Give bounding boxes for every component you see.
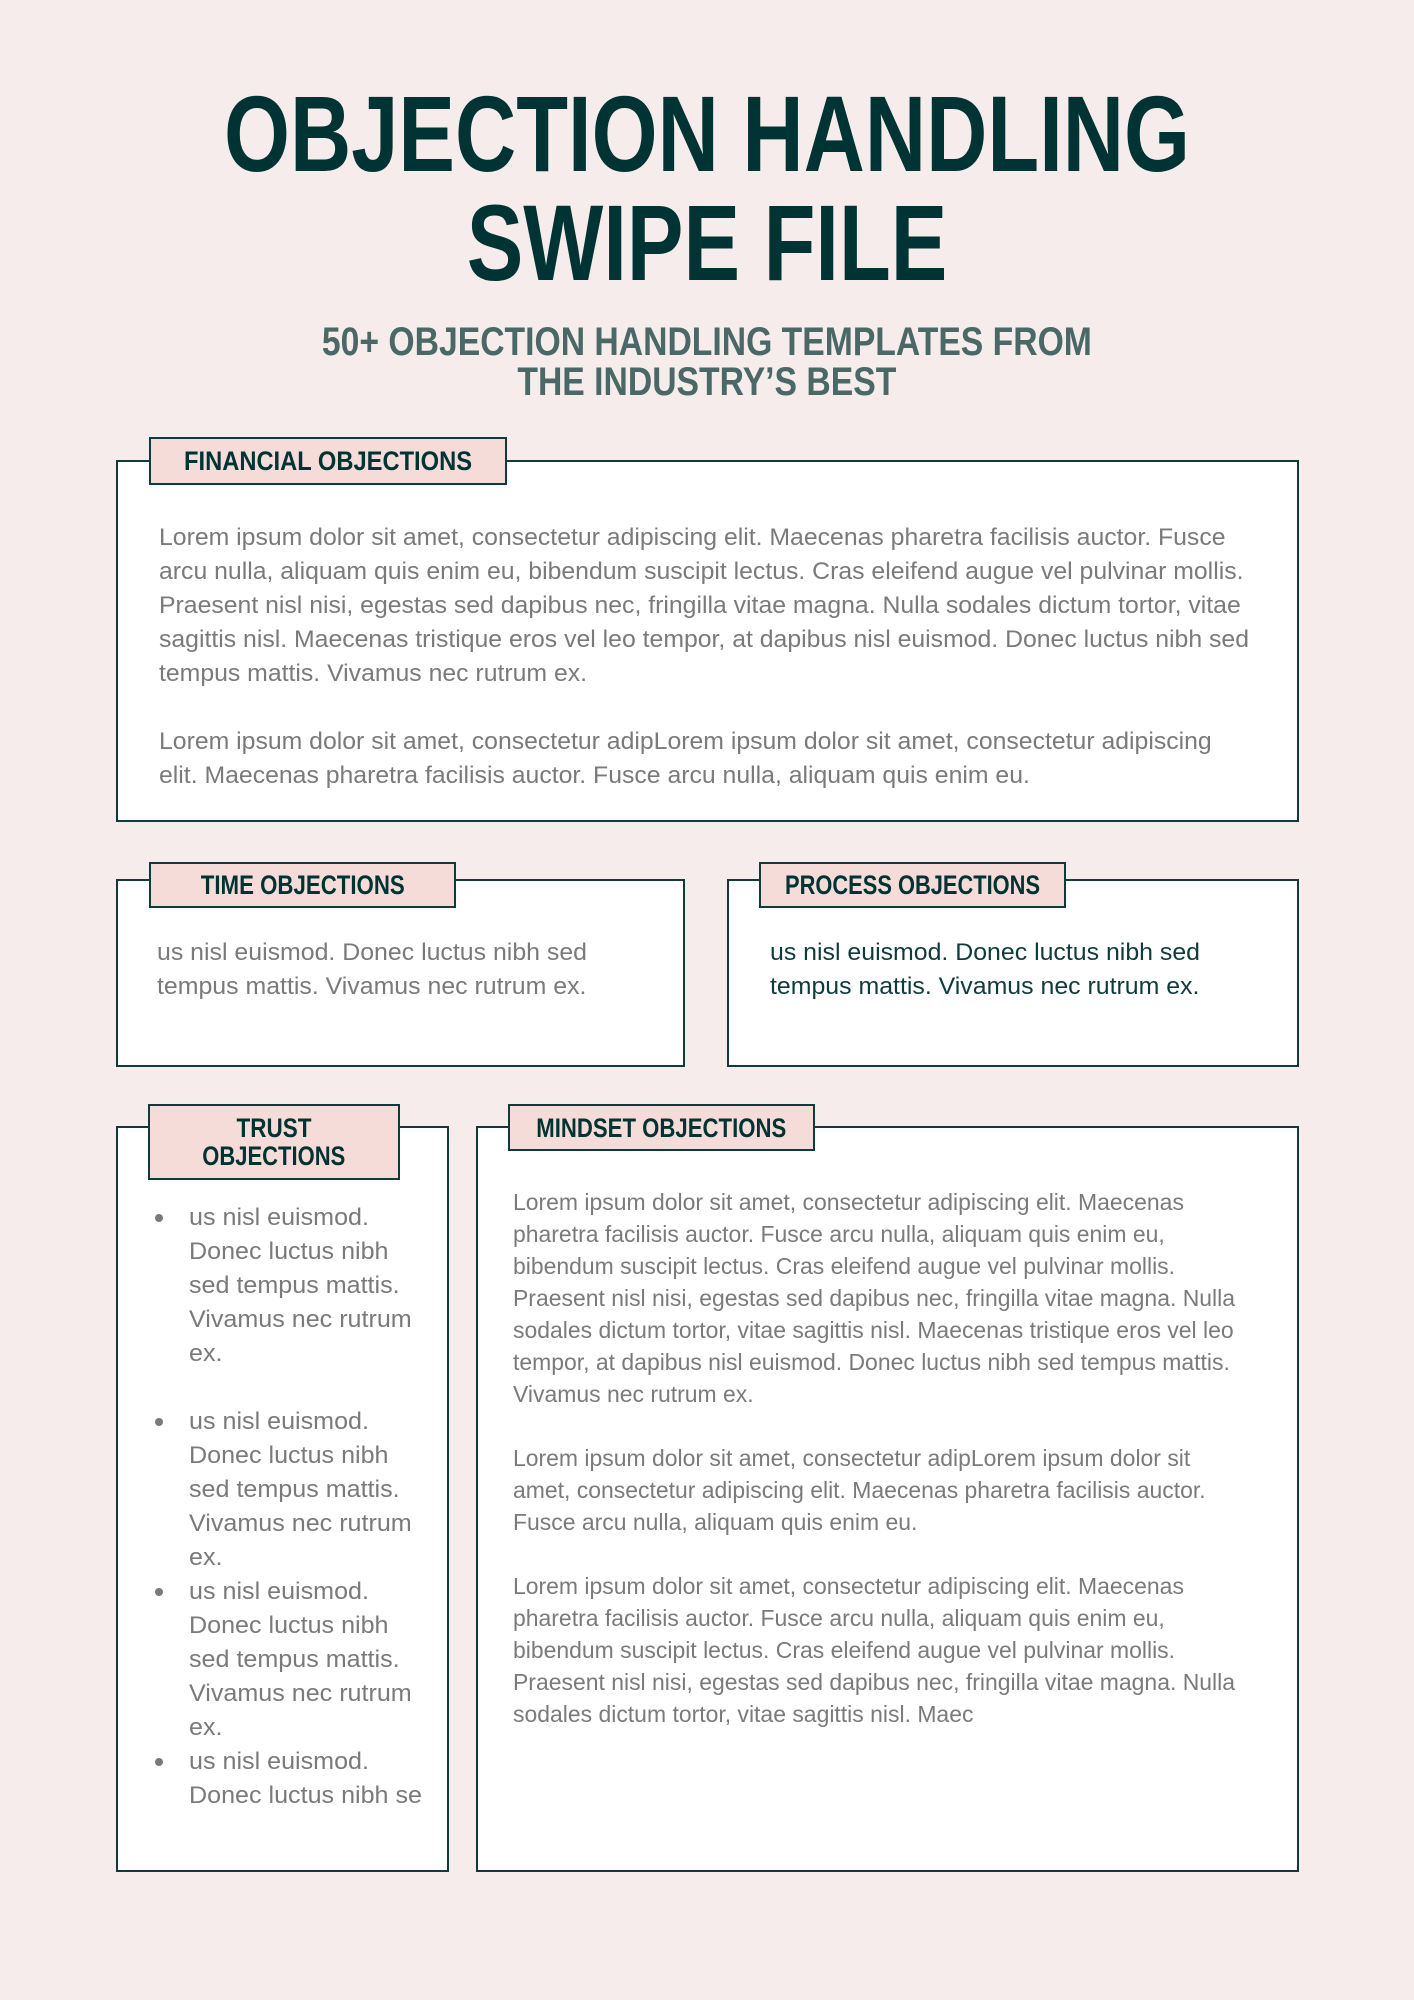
text-line: us nisl euismod.	[189, 1408, 369, 1435]
text-line: Donec luctus nibh	[189, 1612, 389, 1639]
text-line: elit. Maecenas pharetra facilisis auctor. Fusce arcu nulla, aliquam quis enim eu.	[159, 762, 1030, 789]
text-line: Praesent nisl nisi, egestas sed dapibus nec, fringilla vitae magna. Nulla	[513, 1285, 1235, 1311]
bullet-icon	[155, 1588, 163, 1596]
paragraph-spacer	[159, 691, 1284, 725]
list-item	[155, 1405, 440, 1575]
trust-objections-label	[148, 1104, 400, 1180]
financial-objections-heading: FINANCIAL OBJECTIONS	[184, 446, 472, 476]
text-line: arcu nulla, aliquam quis enim eu, bibendum suscipit lectus. Cras eleifend augue vel pulvinar mollis.	[159, 558, 1244, 585]
text-line: Donec luctus nibh	[189, 1442, 389, 1469]
bullet-icon	[155, 1418, 163, 1426]
text-line: Fusce arcu nulla, aliquam quis enim eu.	[513, 1509, 918, 1535]
list-item	[155, 1201, 440, 1371]
trust-objections-list	[155, 1201, 440, 1841]
text-line: pharetra facilisis auctor. Fusce arcu nulla, aliquam quis enim eu,	[513, 1605, 1165, 1631]
subtitle-line-2	[0, 362, 1414, 402]
text-line: ex.	[189, 1544, 223, 1571]
text-line: tempus mattis. Vivamus nec rutrum ex.	[157, 973, 587, 1000]
text-line: sodales dictum tortor, vitae sagittis nisl. Maecenas tristique eros vel leo	[513, 1317, 1234, 1343]
financial-paragraph-2	[159, 725, 1284, 793]
subtitle-text: THE INDUSTRY’S BEST	[517, 360, 897, 404]
paragraph-spacer	[513, 1410, 1283, 1442]
text-line: ex.	[189, 1340, 223, 1367]
process-objections-body	[770, 936, 1280, 1016]
text-line: ex.	[189, 1714, 223, 1741]
text-line: us nisl euismod.	[189, 1748, 369, 1775]
text-line: bibendum suscipit lectus. Cras eleifend augue vel pulvinar mollis.	[513, 1637, 1176, 1663]
text-line: sed tempus mattis.	[189, 1476, 400, 1503]
text-line: pharetra facilisis auctor. Fusce arcu nulla, aliquam quis enim eu,	[513, 1221, 1165, 1247]
text-line: sed tempus mattis.	[189, 1272, 400, 1299]
text-line: Lorem ipsum dolor sit amet, consectetur adipLorem ipsum dolor sit	[513, 1445, 1191, 1471]
financial-paragraph-1	[159, 521, 1284, 691]
page-title-line-1	[0, 73, 1414, 194]
page-title-text: SWIPE FILE	[466, 182, 948, 303]
text-line: Lorem ipsum dolor sit amet, consectetur adipLorem ipsum dolor sit amet, consectetur adipiscing	[159, 728, 1212, 755]
text-line: sodales dictum tortor, vitae sagittis nisl. Maec	[513, 1701, 974, 1727]
time-objections-body	[157, 936, 667, 1016]
financial-objections-label	[149, 437, 507, 485]
process-objections-heading: PROCESS OBJECTIONS	[785, 870, 1040, 900]
mindset-objections-label	[508, 1104, 815, 1151]
subtitle-line-1	[0, 322, 1414, 362]
list-item	[155, 1745, 440, 1813]
text-line: Vivamus nec rutrum ex.	[513, 1381, 754, 1407]
text-line: tempus mattis. Vivamus nec rutrum ex.	[159, 660, 588, 687]
text-line: us nisl euismod.	[189, 1578, 369, 1605]
mindset-paragraph-2	[513, 1442, 1283, 1538]
text-line: us nisl euismod. Donec luctus nibh sed	[770, 939, 1200, 966]
page-title-text: OBJECTION HANDLING	[224, 73, 1190, 194]
bullet-icon	[155, 1758, 163, 1766]
text-line: Donec luctus nibh se	[189, 1782, 422, 1809]
mindset-paragraph-1	[513, 1186, 1283, 1410]
mindset-paragraph-3	[513, 1570, 1283, 1730]
text-line: Praesent nisl nisi, egestas sed dapibus nec, fringilla vitae magna. Nulla sodales dictum tortor, vitae	[159, 592, 1241, 619]
text-line: sed tempus mattis.	[189, 1646, 400, 1673]
mindset-objections-heading: MINDSET OBJECTIONS	[536, 1112, 787, 1143]
mindset-objections-body	[513, 1186, 1283, 1746]
page-title-line-2	[0, 182, 1414, 303]
text-line: Lorem ipsum dolor sit amet, consectetur adipiscing elit. Maecenas pharetra facilisis auctor. Fusce	[159, 524, 1226, 551]
text-line: Donec luctus nibh	[189, 1238, 389, 1265]
list-spacer	[155, 1371, 440, 1405]
text-line: Vivamus nec rutrum	[189, 1510, 412, 1537]
text-line: us nisl euismod.	[189, 1204, 369, 1231]
text-line: Lorem ipsum dolor sit amet, consectetur adipiscing elit. Maecenas	[513, 1189, 1184, 1215]
financial-objections-body	[159, 521, 1284, 801]
list-item	[155, 1575, 440, 1745]
bullet-icon	[155, 1214, 163, 1222]
trust-objections-heading-line-1: TRUST	[236, 1113, 312, 1143]
time-objections-heading: TIME OBJECTIONS	[200, 870, 405, 900]
text-line: tempus mattis. Vivamus nec rutrum ex.	[770, 973, 1200, 1000]
trust-objections-heading-line-2: OBJECTIONS	[202, 1141, 346, 1171]
process-objections-label	[759, 862, 1066, 908]
text-line: Vivamus nec rutrum	[189, 1306, 412, 1333]
subtitle-text: 50+ OBJECTION HANDLING TEMPLATES FROM	[322, 320, 1092, 364]
text-line: amet, consectetur adipiscing elit. Maecenas pharetra facilisis auctor.	[513, 1477, 1206, 1503]
text-line: bibendum suscipit lectus. Cras eleifend augue vel pulvinar mollis.	[513, 1253, 1176, 1279]
text-line: Lorem ipsum dolor sit amet, consectetur adipiscing elit. Maecenas	[513, 1573, 1184, 1599]
text-line: Vivamus nec rutrum	[189, 1680, 412, 1707]
paragraph-spacer	[513, 1538, 1283, 1570]
text-line: Praesent nisl nisi, egestas sed dapibus nec, fringilla vitae magna. Nulla	[513, 1669, 1235, 1695]
text-line: us nisl euismod. Donec luctus nibh sed	[157, 939, 587, 966]
time-objections-label	[149, 862, 456, 908]
text-line: tempor, at dapibus nisl euismod. Donec luctus nibh sed tempus mattis.	[513, 1349, 1230, 1375]
text-line: sagittis nisl. Maecenas tristique eros vel leo tempor, at dapibus nisl euismod. Donec luctus nibh sed	[159, 626, 1249, 653]
